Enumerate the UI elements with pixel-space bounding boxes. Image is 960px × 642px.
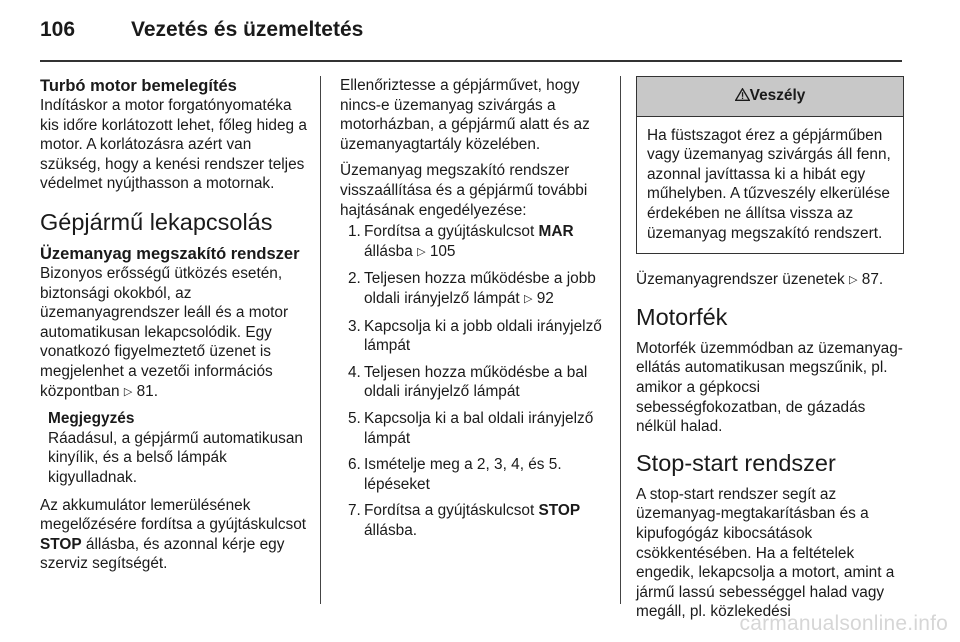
battery-text-end: állásba, és azonnal kérje egy szerviz segítségét. [40,535,285,573]
header-divider [40,60,902,62]
list-item [340,222,612,262]
step-text: Teljesen hozza működésbe a jobb oldali irányjelző lámpát [364,270,596,307]
step-text: Kapcsolja ki a jobb oldali irányjelző lámpát [364,317,602,355]
step-number: 7. [348,502,361,520]
column-divider [620,76,621,604]
fuel-cutoff-text: Bizonyos erősségű ütközés esetén, biztonsági okokból, az üzemanyagrendszer leáll és a motor automatikusan lekapcsolódik. Egy vonatkozó figyelmeztető üzenet is megjelenhet a vezetői információs központban [40,264,289,400]
step-text: állásba. [364,521,418,539]
fuel-cutoff-paragraph [40,264,310,402]
messages-text: Üzemanyagrendszer üzenetek [636,271,845,289]
note-title: Megjegyzés [48,410,135,428]
note-block [40,409,310,487]
step-number: 4. [348,363,361,381]
turbo-heading: Turbó motor bemelegítés [40,77,237,95]
stop-start-paragraph: A stop-start rendszer segít az üzemanyag-megtakarításban és a kipufogógáz kibocsátások csökkentésében. Ha a feltételek engedik, lekapcsolja a motort, amint a jármű lassú sebességgel halad vagy megáll, pl. közlekedési [636,485,895,621]
list-item [340,409,612,448]
column-divider [320,76,321,604]
page-ref-arrow-icon: ▷ [123,385,133,398]
reset-steps-list [340,222,612,540]
step-text: állásba [364,242,413,260]
step-number: 3. [348,317,361,335]
key-position-label: MAR [538,223,574,241]
step-number: 5. [348,409,361,427]
page-ref-link[interactable]: 105 [429,242,456,260]
step-text: Fordítsa a gyújtáskulcsot [364,223,535,241]
page-ref-link[interactable]: 92 [536,289,554,307]
stop-start-heading: Stop-start rendszer [636,449,836,476]
fuel-cutoff-heading: Üzemanyag megszakító rendszer [40,244,300,263]
check-paragraph: Ellenőriztesse a gépjárművet, hogy nincs-e üzemanyag szivárgás a motorházban, a gépjármű alatt és az üzemanyagtartály közelében. [340,77,590,153]
note-text: Ráadásul, a gépjármű automatikusan kinyílik, és a belső lámpák kigyulladnak. [48,429,303,486]
page-number: 106 [40,18,76,41]
key-position-label: STOP [538,502,581,520]
list-item [340,269,612,309]
step-text: Fordítsa a gyújtáskulcsot [364,502,535,520]
list-item [340,317,612,356]
danger-box [636,76,904,254]
battery-paragraph [40,496,310,574]
danger-text: Ha füstszagot érez a gépjárműben vagy üzemanyag szivárgás áll fenn, azonnal javíttassa ki a hibát egy műhelyben. A tűzveszély elkerülése érdekében ne állítsa vissza az üzemanyag megszakító rendszert. [647,126,891,242]
turbo-paragraph: Indításkor a motor forgatónyomatéka kis időre korlátozott lehet, főleg hideg a motor. A korlátozásra azért van szükség, hogy a kenési rendszer teljes védelmet nyújthasson a motornak. [40,97,307,193]
step-number: 2. [348,270,361,288]
battery-text: Az akkumulátor lemerülésének megelőzésére fordítsa a gyújtáskulcsot [40,496,307,534]
step-number: 6. [348,456,361,474]
reset-paragraph: Üzemanyag megszakító rendszer visszaállítása és a gépjármű további hajtásának engedélyezése: [340,162,588,219]
page-ref-link[interactable]: 81. [136,382,159,400]
watermark: carmanualsonline.info [739,612,948,635]
page-ref-link[interactable]: 87. [861,271,884,289]
column-right [636,76,904,629]
page-ref-arrow-icon: ▷ [523,292,533,305]
step-number: 1. [348,223,361,241]
column-middle [340,76,612,547]
section-heading: Gépjármű lekapcsolás [40,208,273,235]
step-text: Teljesen hozza működésbe a bal oldali irányjelző lámpát [364,363,588,401]
running-title: Vezetés és üzemeltetés [131,18,364,41]
step-text: Ismételje meg a 2, 3, 4, és 5. lépéseket [364,456,562,493]
list-item [340,363,612,402]
warning-triangle-icon [735,88,750,101]
danger-header [637,77,903,117]
page-ref-arrow-icon: ▷ [849,274,858,287]
column-left [40,76,310,581]
messages-paragraph [636,270,904,291]
page-ref-arrow-icon: ▷ [417,245,426,258]
key-position-label: STOP [40,535,82,553]
engine-brake-heading: Motorfék [636,303,728,330]
page-header [40,18,920,48]
list-item [340,501,612,540]
step-text: Kapcsolja ki a bal oldali irányjelző lámpát [364,409,594,447]
danger-title: Veszély [749,87,806,104]
engine-brake-paragraph: Motorfék üzemmódban az üzemanyag-ellátás automatikusan megszűnik, pl. amikor a gépkocsi sebességfokozatban, de gázadás nélkül halad. [636,339,903,436]
list-item [340,455,612,494]
